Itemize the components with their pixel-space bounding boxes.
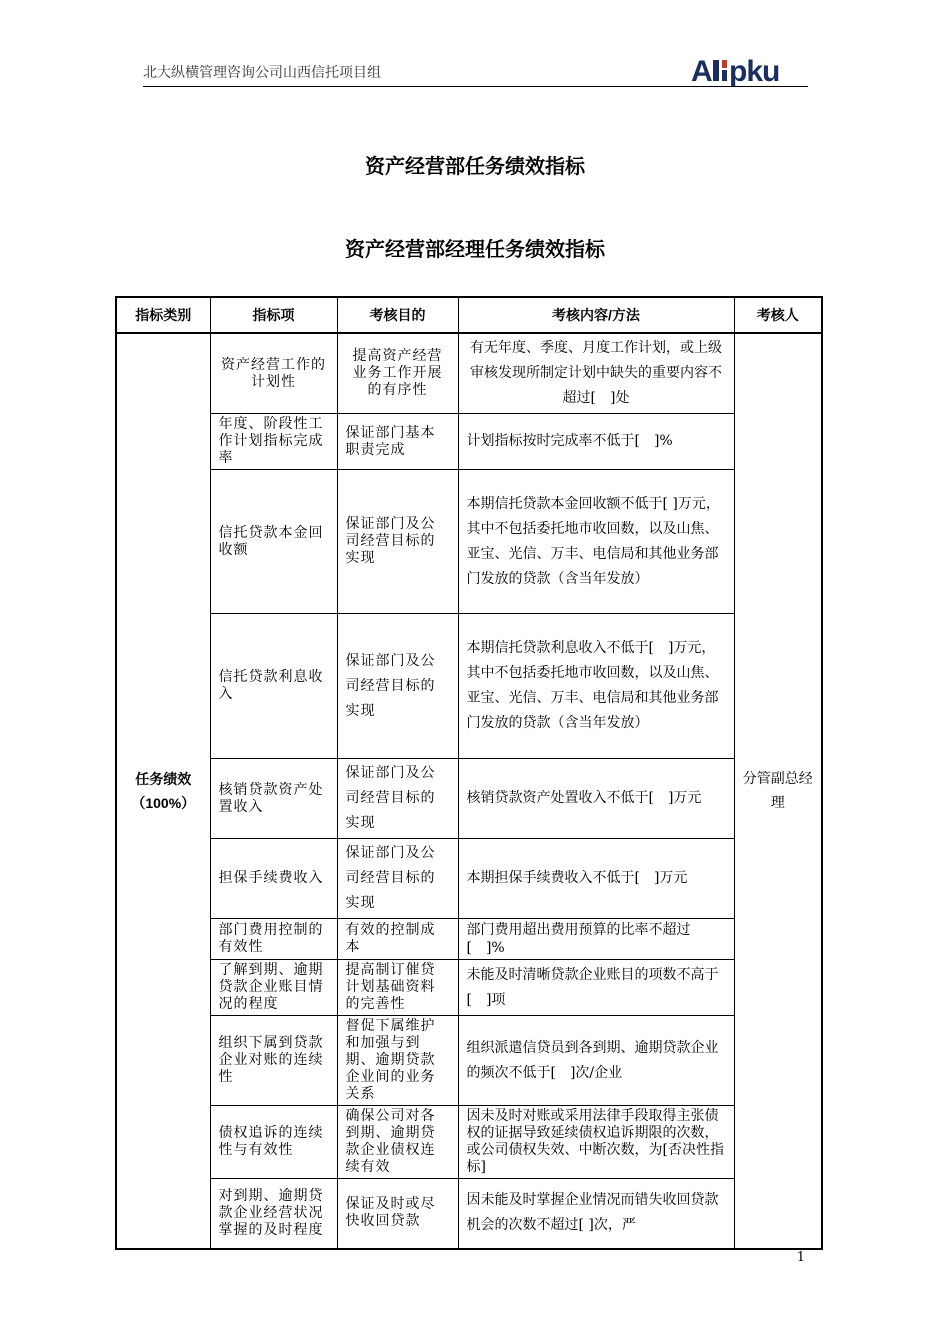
item-cell: 对到期、逾期贷款企业经营状况掌握的及时程度: [210, 1179, 337, 1249]
purpose-cell: 保证部门及公司经营目标的实现: [337, 470, 458, 614]
table-row: [116, 960, 822, 1016]
kpi-table: [115, 296, 823, 1250]
category-weight: （100%）: [131, 794, 196, 811]
purpose-cell: 确保公司对各到期、逾期贷款企业债权连续有效: [337, 1106, 458, 1179]
header-item: 指标项: [210, 297, 337, 333]
content-cell: 部门费用超出费用预算的比率不超过[ ]%: [458, 919, 734, 960]
content-cell: 有无年度、季度、月度工作计划，或上级审核发现所制定计划中缺失的重要内容不超过[ ]处: [458, 333, 734, 414]
item-cell: 债权追诉的连续性与有效性: [210, 1106, 337, 1179]
item-cell: 担保手续费收入: [210, 839, 337, 919]
purpose-cell: 保证部门及公司经营目标的实现: [337, 614, 458, 759]
content-cell: 本期信托贷款利息收入不低于[ ]万元，其中不包括委托地市收回数，以及山焦、亚宝、光信、万丰、电信局和其他业务部门发放的贷款（含当年发放）: [458, 614, 734, 759]
content-cell: 组织派遣信贷员到各到期、逾期贷款企业的频次不低于[ ]次/企业: [458, 1016, 734, 1106]
category-label: 任务绩效: [135, 770, 192, 787]
purpose-cell: 督促下属维护和加强与到期、逾期贷款企业间的业务关系: [337, 1016, 458, 1106]
page-number: 1: [796, 1250, 805, 1265]
table-row: [116, 614, 822, 759]
category-cell: [116, 333, 210, 1249]
purpose-cell: 提高资产经营业务工作开展的有序性: [337, 333, 458, 414]
item-cell: 信托贷款本金回收额: [210, 470, 337, 614]
purpose-cell: 保证部门基本职责完成: [337, 414, 458, 470]
table-header-row: [116, 297, 822, 333]
item-cell: 部门费用控制的有效性: [210, 919, 337, 960]
document-subtitle: 资产经营部经理任务绩效指标: [345, 237, 605, 261]
reviewer-cell: 分管副总经理: [734, 333, 822, 1249]
purpose-cell: 有效的控制成本: [337, 919, 458, 960]
item-cell: 年度、阶段性工作计划指标完成率: [210, 414, 337, 470]
table-row: [116, 759, 822, 839]
company-logo: [691, 56, 806, 86]
header-reviewer: 考核人: [734, 297, 822, 333]
page-header: [143, 56, 808, 87]
svg-text:A: A: [691, 56, 712, 86]
header-content: 考核内容/方法: [458, 297, 734, 333]
content-cell: 未能及时清晰贷款企业账目的项数不高于[ ]项: [458, 960, 734, 1016]
content-cell: 本期信托贷款本金回收额不低于[ ]万元，其中不包括委托地市收回数，以及山焦、亚宝、光信、万丰、电信局和其他业务部门发放的贷款（含当年发放）: [458, 470, 734, 614]
purpose-cell: 保证部门及公司经营目标的实现: [337, 759, 458, 839]
purpose-cell: 保证及时或尽快收回贷款: [337, 1179, 458, 1249]
header-purpose: 考核目的: [337, 297, 458, 333]
document-title: 资产经营部任务绩效指标: [365, 154, 585, 178]
item-cell: 了解到期、逾期贷款企业账目情况的程度: [210, 960, 337, 1016]
table-row: [116, 919, 822, 960]
table-row: [116, 333, 822, 414]
content-cell: 本期担保手续费收入不低于[ ]万元: [458, 839, 734, 919]
header-company: 北大纵横管理咨询公司山西信托项目组: [143, 65, 381, 81]
content-cell: 计划指标按时完成率不低于[ ]%: [458, 414, 734, 470]
item-cell: 资产经营工作的计划性: [210, 333, 337, 414]
item-cell: 核销贷款资产处置收入: [210, 759, 337, 839]
table-row: [116, 1179, 822, 1249]
purpose-cell: 提高制订催贷计划基础资料的完善性: [337, 960, 458, 1016]
table-row: [116, 839, 822, 919]
item-cell: 信托贷款利息收入: [210, 614, 337, 759]
table-row: [116, 470, 822, 614]
content-cell: 因未及时对账或采用法律手段取得主张债权的证据导致延续债权追诉期限的次数，或公司债权失效、中断次数，为[否决性指标]: [458, 1106, 734, 1179]
svg-text:pku: pku: [729, 56, 780, 86]
table-row: [116, 1016, 822, 1106]
header-category: 指标类别: [116, 297, 210, 333]
table-row: [116, 1106, 822, 1179]
content-cell: 核销贷款资产处置收入不低于[ ]万元: [458, 759, 734, 839]
item-cell: 组织下属到贷款企业对账的连续性: [210, 1016, 337, 1106]
table-row: [116, 414, 822, 470]
purpose-cell: 保证部门及公司经营目标的实现: [337, 839, 458, 919]
content-cell: 因未能及时掌握企业情况而错失收回贷款机会的次数不超过[ ]次，严: [458, 1179, 734, 1249]
